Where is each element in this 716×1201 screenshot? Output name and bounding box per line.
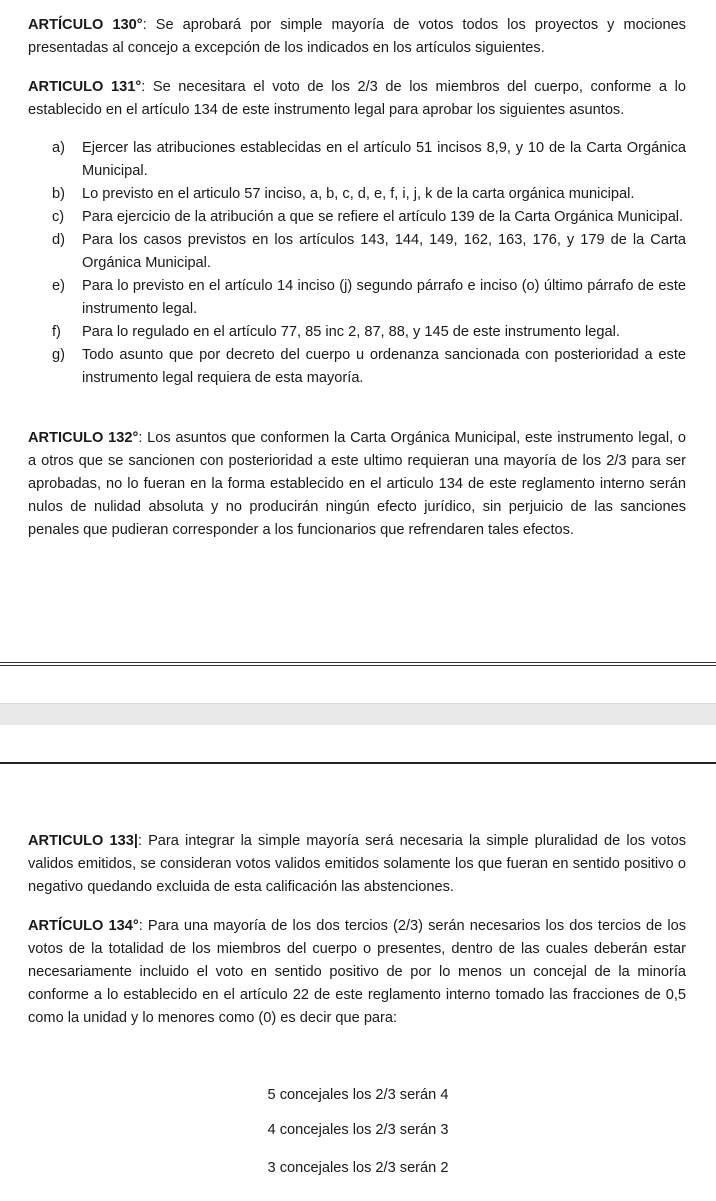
article-132-heading: ARTICULO 132° bbox=[28, 430, 139, 446]
list-item-text: Ejercer las atribuciones establecidas en el artículo 51 incisos 8,9, y 10 de la Carta Orgánica Municipal. bbox=[82, 140, 686, 179]
list-item-text: Para los casos previstos en los artículos 143, 144, 149, 162, 163, 176, y 179 de la Carta Orgánica Municipal. bbox=[82, 232, 686, 271]
article-131-list bbox=[52, 137, 686, 390]
list-marker: e) bbox=[52, 278, 65, 294]
list-item-text: Para lo regulado en el artículo 77, 85 inc 2, 87, 88, y 145 de este instrumento legal. bbox=[82, 324, 620, 340]
list-marker: g) bbox=[52, 347, 65, 363]
list-item-text: Todo asunto que por decreto del cuerpo u ordenanza sancionada con posterioridad a este instrumento legal requiera de esta mayoría. bbox=[82, 347, 686, 386]
list-marker: c) bbox=[52, 209, 65, 225]
list-item bbox=[52, 183, 686, 206]
article-131-text: : Se necesitara el voto de los 2/3 de los miembros del cuerpo, conforme a lo establecido en el artículo 134 de este instrumento legal para aprobar los siguientes asuntos. bbox=[28, 79, 686, 118]
example-line: 5 concejales los 2/3 serán 4 bbox=[267, 1087, 449, 1103]
article-134-text: : Para una mayoría de los dos tercios (2/3) serán necesarios los dos tercios de los votos de la totalidad de los miembros del cuerpo o presentes, dentro de las cuales deberán estar necesariamente incluido el voto en sentido positivo de por lo menos un concejal de la minoría conforme a lo establecido en el artículo 22 de este reglamento interno tomado las fracciones de 0,5 como la unidad y lo menores como (0) es decir que para: bbox=[28, 918, 686, 1026]
divider-line bbox=[0, 665, 716, 666]
article-133-text: : Para integrar la simple mayoría será necesaria la simple pluralidad de los votos validos emitidos, se consideran votos validos emitidos solamente los que fueran en sentido positivo o negativo quedando excluida de esta calificación las abstenciones. bbox=[28, 833, 686, 895]
article-133-heading: ARTICULO 133| bbox=[28, 833, 138, 849]
list-item-text: Para ejercicio de la atribución a que se refiere el artículo 139 de la Carta Orgánica Municipal. bbox=[82, 209, 684, 225]
list-item-text: Para lo previsto en el artículo 14 inciso (j) segundo párrafo e inciso (o) último párrafo de este instrumento legal. bbox=[82, 278, 686, 317]
article-130 bbox=[28, 14, 686, 60]
list-marker: f) bbox=[52, 324, 61, 340]
article-131 bbox=[28, 76, 686, 122]
list-marker: a) bbox=[52, 140, 65, 156]
article-130-text: : Se aprobará por simple mayoría de votos todos los proyectos y mociones presentadas al concejo a excepción de los indicados en los artículos siguientes. bbox=[28, 17, 686, 56]
article-131-heading: ARTICULO 131° bbox=[28, 79, 142, 95]
article-133 bbox=[28, 830, 686, 899]
divider-line bbox=[0, 662, 716, 663]
list-marker: b) bbox=[52, 186, 65, 202]
article-132 bbox=[28, 427, 686, 542]
example-line: 3 concejales los 2/3 serán 2 bbox=[267, 1160, 449, 1176]
list-item bbox=[52, 229, 686, 275]
list-item bbox=[52, 137, 686, 183]
article-130-heading: ARTÍCULO 130° bbox=[28, 17, 143, 33]
page-gap-band bbox=[0, 703, 716, 725]
list-item bbox=[52, 321, 686, 344]
list-marker: d) bbox=[52, 232, 65, 248]
article-132-text: : Los asuntos que conformen la Carta Orgánica Municipal, este instrumento legal, o a otros que se sancionen con posterioridad a este ultimo requieran una mayoría de los 2/3 para ser aprobadas, no lo fueran en la forma establecido en el articulo 134 de este reglamento interno serán nulos de nulidad absoluta y no producirán ningún efecto jurídico, sin perjuicio de las sanciones penales que pudieran corresponder a los funcionarios que refrendaren tales efectos. bbox=[28, 430, 686, 538]
example-line: 4 concejales los 2/3 serán 3 bbox=[267, 1122, 449, 1138]
document-page-2 bbox=[0, 762, 716, 1201]
list-item bbox=[52, 206, 686, 229]
article-134-heading: ARTÍCULO 134° bbox=[28, 918, 139, 934]
list-item-text: Lo previsto en el articulo 57 inciso, a, b, c, d, e, f, i, j, k de la carta orgánica municipal. bbox=[82, 186, 635, 202]
article-134 bbox=[28, 915, 686, 1030]
list-item bbox=[52, 275, 686, 321]
list-item bbox=[52, 344, 686, 390]
